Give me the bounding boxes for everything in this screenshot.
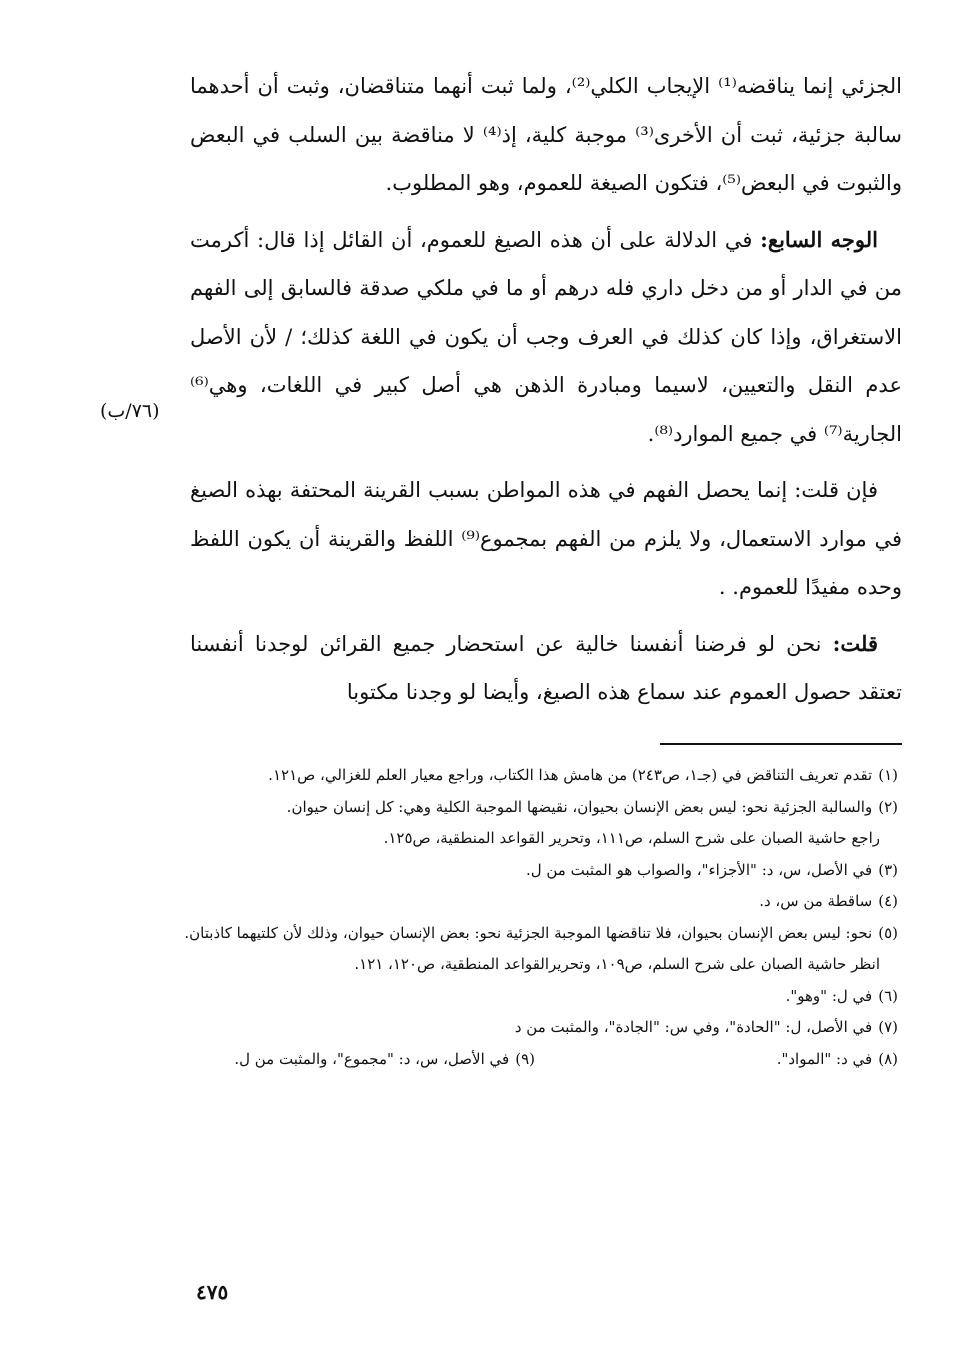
footnote-text: والسالبة الجزئية نحو: ليس بعض الإنسان بحيوان، نقيضها الموجبة الكلية وهي: كل إنسان حيوان. bbox=[286, 797, 873, 816]
paragraph-2-lead: الوجه السابع: bbox=[760, 226, 878, 252]
paragraph-4-text: نحن لو فرضنا أنفسنا خالية عن استحضار جميع القرائن لوجدنا أنفسنا تعتقد حصول العموم عند سماع هذه الصيغ، وأيضا لو وجدنا مكتوبا bbox=[190, 631, 902, 704]
footnote-number: (٦) bbox=[878, 986, 898, 1005]
footnote-4 bbox=[178, 886, 898, 918]
footnote-number: (١) bbox=[878, 766, 898, 784]
footnote-text: ساقطة من س، د. bbox=[759, 892, 873, 910]
footnote-text: نحو: ليس بعض الإنسان بحيوان، فلا تناقضها الموجبة الجزئية نحو: بعض الإنسان حيوان، وذلك لأن كلتيهما كاذبتان. bbox=[184, 923, 873, 942]
footnotes bbox=[178, 760, 898, 1075]
paragraph-2-text: في الدلالة على أن هذه الصيغ للعموم، أن القائل إذا قال: أكرمت من في الدار أو من دخل داري فله درهم أو ما في ملكي صدقة فالسابق إلى الفهم الاستغراق، وإذا كان كذلك في العرف وجب أن يكون في اللغة كذلك؛ / لأن الأصل عدم النقل والتعيين، لاسيما ومبادرة الذهن هي أصل كبير في اللغات، وهي⁽⁶⁾ الجارية⁽⁷⁾ في جميع الموارد⁽⁸⁾. bbox=[190, 227, 902, 446]
footnote-number: (٣) bbox=[878, 860, 898, 879]
footnote-3 bbox=[178, 855, 898, 887]
footnote-number: (٨) bbox=[878, 1049, 898, 1068]
footnote-number: (٩) bbox=[515, 1049, 535, 1068]
footnote-number: (٥) bbox=[878, 923, 898, 942]
paragraph-1: الجزئي إنما يناقضه⁽¹⁾ الإيجاب الكلي⁽²⁾، ولما ثبت أنهما متناقضان، وثبت أن أحدهما سالبة جزئية، ثبت أن الأخرى⁽³⁾ موجبة كلية، إذ⁽⁴⁾ لا مناقضة بين السلب في البعض والثبوت في البعض⁽⁵⁾، فتكون الصيغة للعموم، وهو المطلوب. bbox=[190, 74, 902, 195]
footnotes-8-9 bbox=[178, 1044, 898, 1076]
footnote-text: في ل: "وهو". bbox=[785, 986, 873, 1005]
footnote-text: في الأصل، س، د: "مجموع"، والمثبت من ل. bbox=[234, 1049, 510, 1068]
footnote-text: انظر حاشية الصبان على شرح السلم، ص١٠٩، وتحريرالقواعد المنطقية، ص١٢٠، ١٢١. bbox=[354, 955, 880, 973]
footnote-5 bbox=[178, 918, 898, 950]
footnote-number: (٢) bbox=[878, 797, 898, 816]
page-number: ٤٧٥ bbox=[196, 1280, 229, 1304]
footnote-text: في د: "المواد". bbox=[776, 1049, 873, 1068]
main-text bbox=[190, 62, 902, 717]
footnote-text: في الأصل، س، د: "الأجزاء"، والصواب هو المثبت من ل. bbox=[525, 860, 873, 879]
footnote-separator bbox=[660, 743, 902, 745]
paragraph-4 bbox=[190, 620, 902, 717]
paragraph-3: فإن قلت: إنما يحصل الفهم في هذه المواطن بسبب القرينة المحتفة بهذه الصيغ في موارد الاستعمال، ولا يلزم من الفهم بمجموع⁽⁹⁾ اللفظ والقرينة أن يكون اللفظ وحده مفيدًا للعموم. . bbox=[190, 478, 902, 599]
footnote-9 bbox=[178, 1044, 535, 1076]
paragraph-4-lead: قلت: bbox=[832, 630, 878, 656]
footnote-2 bbox=[178, 792, 898, 824]
paragraph-2 bbox=[190, 216, 902, 459]
footnote-number: (٤) bbox=[878, 892, 898, 910]
footnote-8 bbox=[541, 1044, 898, 1076]
footnote-7 bbox=[178, 1012, 898, 1044]
manuscript-folio-note: (٧٦/ب) bbox=[100, 400, 160, 422]
footnote-number: (٧) bbox=[878, 1018, 898, 1036]
footnote-2-reference bbox=[178, 823, 898, 855]
footnote-5-reference bbox=[178, 949, 898, 981]
footnote-text: تقدم تعريف التناقض في (جـ١، ص٢٤٣) من هامش هذا الكتاب، وراجع معيار العلم للغزالي، ص١٢١. bbox=[268, 766, 873, 784]
footnote-1 bbox=[178, 760, 898, 792]
footnote-text: راجع حاشية الصبان على شرح السلم، ص١١١، وتحرير القواعد المنطقية، ص١٢٥. bbox=[383, 829, 880, 847]
footnote-text: في الأصل، ل: "الحادة"، وفي س: "الجادة"، والمثبت من د bbox=[514, 1018, 873, 1036]
footnote-6 bbox=[178, 981, 898, 1013]
